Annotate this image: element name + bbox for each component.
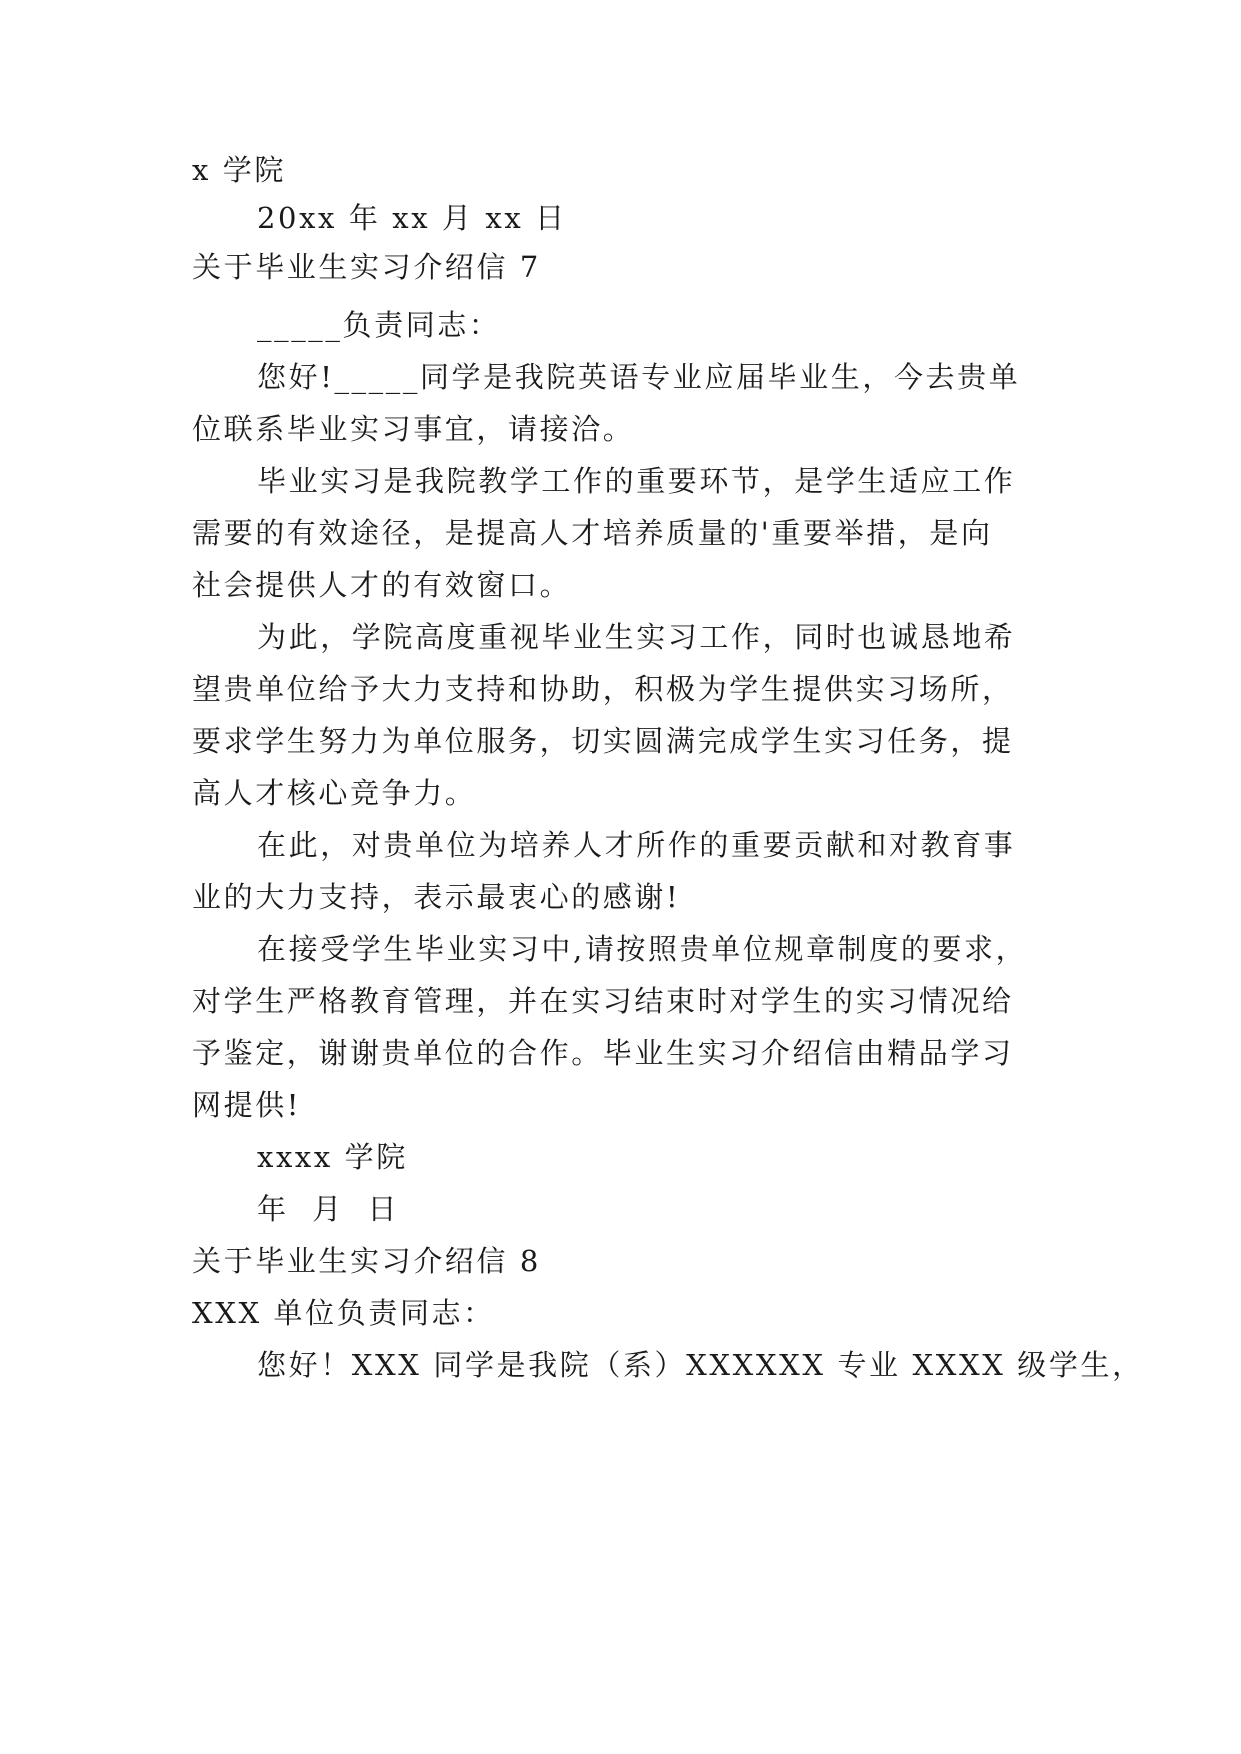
salutation: XXX 单位负责同志： (192, 1296, 495, 1330)
body-line: 社会提供人才的有效窗口。 (192, 568, 572, 602)
body-line: 您好！XXX 同学是我院（系）XXXXXX 专业 XXXX 级学生， (257, 1348, 1144, 1382)
body-line: 在接受学生毕业实习中,请按照贵单位规章制度的要求， (257, 932, 1028, 966)
body-line: 为此，学院高度重视毕业生实习工作，同时也诚恳地希 (257, 620, 1016, 654)
body-line: 予鉴定，谢谢贵单位的合作。毕业生实习介绍信由精品学习 (192, 1036, 1014, 1070)
body-line: 在此，对贵单位为培养人才所作的重要贡献和对教育事 (257, 828, 1016, 862)
body-line: 网提供! (192, 1088, 302, 1122)
body-line: 望贵单位给予大力支持和协助，积极为学生提供实习场所， (192, 672, 1014, 706)
signature-institution: xxxx 学院 (257, 1140, 408, 1174)
sender-institution: x 学院 (192, 153, 286, 187)
section-heading-8: 关于毕业生实习介绍信 8 (192, 1244, 541, 1278)
body-line: 高人才核心竞争力。 (192, 776, 477, 810)
body-line: 业的大力支持，表示最衷心的感谢! (192, 880, 681, 914)
body-line: 位联系毕业实习事宜，请接洽。 (192, 412, 635, 446)
body-line: 您好!_____同学是我院英语专业应届毕业生，今去贵单 (257, 360, 1021, 394)
salutation: _____负责同志： (257, 308, 501, 342)
body-line: 毕业实习是我院教学工作的重要环节，是学生适应工作 (257, 464, 1016, 498)
body-line: 要求学生努力为单位服务，切实圆满完成学生实习任务，提 (192, 724, 1014, 758)
body-line: 对学生严格教育管理，并在实习结束时对学生的实习情况给 (192, 984, 1014, 1018)
letter-date: 20xx 年 xx 月 xx 日 (257, 201, 567, 235)
section-heading-7: 关于毕业生实习介绍信 7 (192, 250, 541, 284)
signature-date: 年 月 日 (257, 1192, 400, 1226)
body-line: 需要的有效途径，是提高人才培养质量的'重要举措，是向 (192, 516, 993, 550)
